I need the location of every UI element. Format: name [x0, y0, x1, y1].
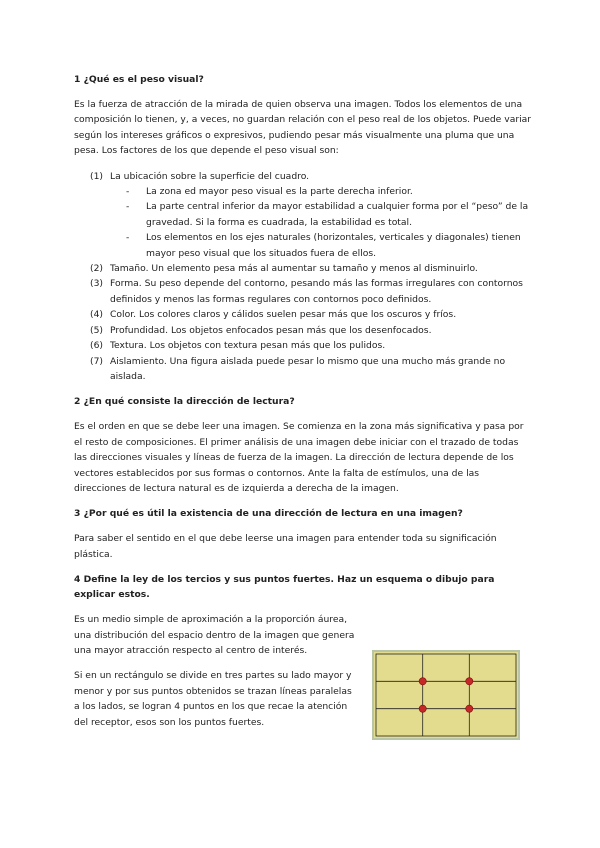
list-number: (1) [90, 170, 104, 182]
q4-paragraph-1: Es un medio simple de aproximación a la proporción áurea, una distribución del espacio dentro de la imagen que genera una mayor atracción respecto al centro de interés. [74, 614, 355, 656]
list-item: (6) Textura. Los objetos con textura pesan más que los pulidos. [90, 340, 386, 352]
list-item [90, 169, 534, 261]
list-item: (5) Profundidad. Los objetos enfocados pesan más que los desenfocados. [90, 324, 432, 336]
strong-point [466, 705, 473, 712]
sub-list [110, 184, 534, 261]
q3-heading: 3 ¿Por qué es útil la existencia de una dirección de lectura en una imagen? [74, 508, 463, 520]
q3-body: Para saber el sentido en el que debe leerse una imagen para entender toda su significación plástica. [74, 533, 497, 560]
factors-list [74, 169, 534, 385]
strong-point [419, 705, 426, 712]
list-item: (7) Aislamiento. Una figura aislada puede pesar lo mismo que una mucho más grande no aislada. [90, 355, 506, 382]
rule-of-thirds-diagram [372, 650, 520, 740]
sub-list-item: - La zona ed mayor peso visual es la parte derecha inferior. [126, 186, 413, 198]
q2-body: Es el orden en que se debe leer una imagen. Se comienza en la zona más significativa y pasa por el resto de composiciones. El primer análisis de una imagen debe iniciar con el trazado de todas las direcciones visuales y líneas de fuerza de la imagen. La dirección de lectura depende de los vectores establecidos por sus formas o contornos. Ante la falta de estímulos, una de las direcciones de lectura natural es de izquierda a derecha de la imagen. [74, 421, 524, 494]
sub-list-item: - Los elementos en los ejes naturales (horizontales, verticales y diagonales) tienen mayor peso visual que los situados fuera de ellos. [126, 232, 521, 259]
strong-point [419, 678, 426, 685]
q4-section [74, 612, 534, 730]
diagram-background [373, 651, 520, 740]
q1-heading: 1 ¿Qué es el peso visual? [74, 74, 204, 85]
list-item: (2) Tamaño. Un elemento pesa más al aumentar su tamaño y menos al disminuirlo. [90, 263, 478, 275]
sub-list-item: - La parte central inferior da mayor estabilidad a cualquier forma por el “peso” de la gravedad. Si la forma es cuadrada, la estabilidad es total. [126, 201, 529, 228]
list-item: (3) Forma. Su peso depende del contorno, pesando más las formas irregulares con contornos definidos y menos las formas regulares con contornos poco definidos. [90, 278, 523, 305]
q1-intro: Es la fuerza de atracción de la mirada de quien observa una imagen. Todos los elementos de una composición lo tienen, y, a veces, no guardan relación con el peso real de los objetos. Puede variar según los intereses gráficos o expresivos, pudiendo pesar más visualmente una pluma que una pesa. Los factores de los que depende el peso visual son: [74, 99, 532, 157]
strong-point [466, 678, 473, 685]
q4-paragraph-2: Si en un rectángulo se divide en tres partes su lado mayor y menor y por sus puntos obtenidos se trazan líneas paralelas a los lados, se logran 4 puntos en los que recae la atención del receptor, esos son los puntos fuertes. [74, 670, 352, 728]
list-text: La ubicación sobre la superficie del cuadro. [110, 170, 310, 182]
q2-heading: 2 ¿En qué consiste la dirección de lectura? [74, 396, 295, 408]
document-page [74, 72, 534, 740]
list-item: (4) Color. Los colores claros y cálidos suelen pesar más que los oscuros y fríos. [90, 309, 457, 321]
q4-heading: 4 Define la ley de los tercios y sus puntos fuertes. Haz un esquema o dibujo para explicar estos. [74, 574, 495, 601]
